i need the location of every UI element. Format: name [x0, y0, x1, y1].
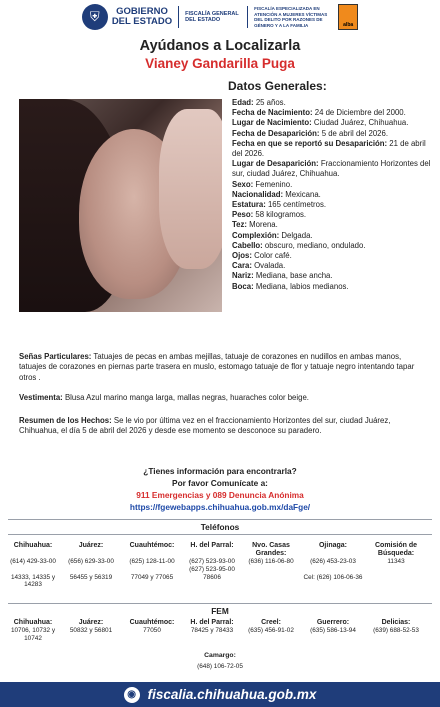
dato-label: Lugar de Nacimiento:: [232, 118, 312, 128]
dato-value: Ciudad Juárez, Chihuahua.: [311, 118, 409, 128]
dato-label: Ojos:: [232, 251, 252, 261]
table-cell: (625) 128-11-00: [129, 558, 175, 565]
divider: [8, 519, 432, 520]
table-header-cell: Cuauhtémoc:: [129, 619, 175, 626]
telefonos-table: [6, 542, 434, 589]
footer-url[interactable]: fiscalia.chihuahua.gob.mx: [147, 687, 317, 702]
table-header-cell: Chihuahua:: [13, 542, 53, 549]
info-contact: Por favor Comunícate a:: [172, 478, 268, 488]
gobierno-line2: DEL ESTADO: [111, 16, 173, 27]
table-header-cell: Juárez:: [78, 542, 104, 549]
table-cell: 50832 y 56801: [69, 627, 113, 634]
table-cell: 14333, 14335 y 14283: [10, 573, 56, 589]
dato-item: [232, 118, 432, 128]
dato-value: Fraccionamiento Horizontes del sur, ciudad Juárez, Chihuahua.: [232, 159, 431, 179]
table-cell: (627) 523-93-00 (627) 523-95-00: [189, 558, 235, 573]
dato-value: Mediana, labios medianos.: [253, 281, 349, 291]
dato-label: Lugar de Desaparición:: [232, 159, 319, 169]
fiscalia-label: FISCALÍA GENERAL DEL ESTADO: [185, 10, 239, 23]
dato-label: Complexión:: [232, 230, 280, 240]
datos-list: [232, 98, 432, 292]
table-header-cell: Juárez:: [78, 619, 104, 626]
dato-label: Cara:: [232, 261, 252, 271]
header-divider: [178, 6, 179, 28]
dato-item: [232, 231, 432, 241]
divider: [8, 534, 432, 535]
dato-value: 58 kilogramos.: [253, 210, 307, 220]
divider: [8, 603, 432, 604]
header-divider: [247, 6, 248, 28]
dato-item: [232, 98, 432, 108]
dato-value: 21 de abril del 2026.: [232, 138, 426, 159]
table-cell: 78425 y 78433: [190, 627, 234, 634]
alba-label: alba: [343, 22, 354, 28]
table-cell: 11343: [387, 558, 405, 565]
vestimenta: Vestimenta: Blusa Azul marino manga larga, mallas negras, huaraches color beige.: [19, 393, 309, 402]
dato-item: [232, 251, 432, 261]
table-cell: (656) 629-33-00: [68, 558, 114, 565]
emergency-numbers: 911 Emergencias y 089 Denuncia Anónima: [136, 490, 304, 500]
dato-item: [232, 282, 432, 292]
table-header-cell: Creel:: [261, 619, 281, 626]
dato-label: Fecha de Desaparición:: [232, 128, 320, 138]
header: [0, 0, 440, 34]
dato-item: [232, 159, 432, 179]
table-header-cell: H. del Parral:: [190, 542, 234, 549]
dato-label: Sexo:: [232, 179, 254, 189]
dato-label: Nacionalidad:: [232, 189, 284, 199]
dato-item: [232, 220, 432, 230]
dato-label: Nariz:: [232, 271, 254, 281]
dato-value: Mexicana.: [283, 189, 321, 199]
table-header-cell: Guerrero:: [316, 619, 350, 626]
fem-title: FEM: [211, 606, 229, 616]
dato-value: Morena.: [247, 220, 278, 230]
gobierno-line1: GOBIERNO: [116, 6, 168, 17]
info-question: ¿Tienes información para encontrarla?: [143, 466, 297, 476]
table-cell: (614) 429-33-00: [10, 558, 56, 565]
dato-label: Fecha en que se reportó su Desaparición:: [232, 138, 388, 148]
table-cell: [242, 574, 300, 590]
dato-item: [232, 261, 432, 271]
dato-item: [232, 271, 432, 281]
dato-label: Boca:: [232, 281, 254, 291]
state-shield-icon: ⛨: [82, 4, 108, 30]
resumen-hechos: Resumen de los Hechos: Se le vio por última vez en el fraccionamiento Horizontes del sur, ciudad Juárez, Chihuahua, el día 5 de abril del 2026 y desde ese momento se desconoce su paradero.: [19, 416, 391, 436]
table-cell: (626) 453-23-03: [310, 558, 356, 565]
senas-particulares: Señas Particulares: Tatuajes de pecas en ambas mejillas, tatuaje de corazones en nudillos en ambas manos, tatuajes de corazones en piernas parte trasera en muslo, estomago tatuaje de flor y tatuaje negro intentando tapar otros .: [19, 352, 415, 382]
dato-value: Mediana, base ancha.: [253, 271, 333, 281]
dato-label: Peso:: [232, 210, 254, 220]
table-cell: 77050: [143, 627, 161, 634]
dato-value: 24 de Diciembre del 2000.: [312, 108, 406, 118]
table-header-cell: Cuauhtémoc:: [129, 542, 175, 549]
dato-value: 5 de abril del 2026.: [319, 128, 389, 138]
dato-item: [232, 180, 432, 190]
table-cell: Cel: (626) 106-06-36: [303, 573, 363, 581]
table-header-cell: H. del Parral:: [190, 619, 234, 626]
dato-label: Edad:: [232, 98, 254, 107]
dato-value: 25 años.: [253, 98, 286, 107]
dato-value: Delgada.: [279, 230, 313, 240]
table-header-cell: Chihuahua:: [13, 619, 53, 626]
dato-value: Color café.: [251, 251, 292, 261]
page-title: Ayúdanos a Localizarla: [139, 38, 301, 54]
table-header-cell: Ojinaga:: [318, 542, 347, 549]
dato-item: [232, 241, 432, 251]
dato-label: Fecha de Nacimiento:: [232, 108, 313, 118]
dato-item: [232, 190, 432, 200]
table-cell: (635) 456-91-02: [248, 627, 294, 634]
dato-item: [232, 200, 432, 210]
dato-value: Ovalada.: [251, 261, 286, 271]
fem-label: FISCALÍA ESPECIALIZADA EN ATENCIÓN A MUJERES VÍCTIMAS DEL DELITO POR RAZONES DE GÉNERO Y A LA FAMILIA: [254, 6, 328, 28]
dato-label: Cabello:: [232, 240, 263, 250]
globe-icon: ◉: [124, 687, 140, 703]
person-photo: [19, 99, 222, 312]
dato-label: Estatura:: [232, 200, 266, 210]
table-cell: (639) 688-52-53: [373, 627, 419, 634]
gobierno-logo: [82, 4, 172, 30]
alba-logo: [338, 4, 358, 30]
telefonos-title: Teléfonos: [200, 522, 240, 532]
dato-value: 165 centímetros.: [265, 200, 327, 210]
dato-item: [232, 210, 432, 220]
footer-bar: [0, 682, 440, 707]
camargo-label: Camargo:: [204, 652, 236, 659]
dato-item: [232, 108, 432, 118]
table-cell: (636) 116-06-80: [248, 558, 294, 565]
dato-label: Tez:: [232, 220, 248, 230]
dato-value: obscuro, mediano, ondulado.: [262, 240, 366, 250]
person-name: Vianey Gandarilla Puga: [145, 56, 295, 71]
table-header-cell: Delicias:: [381, 619, 411, 626]
table-header-cell: Comisión de Búsqueda:: [374, 542, 417, 557]
table-cell: 77049 y 77065: [130, 573, 174, 581]
dato-value: Femenino.: [253, 179, 293, 189]
table-cell: 78606: [203, 573, 221, 581]
table-header-cell: Nvo. Casas Grandes:: [252, 542, 290, 557]
datos-title: Datos Generales:: [228, 79, 327, 93]
table-cell: [366, 574, 426, 590]
fem-table: [6, 619, 434, 643]
table-cell: (635) 586-13-94: [310, 627, 356, 634]
table-cell: 10706, 10732 y 10742: [10, 627, 56, 642]
dato-item: [232, 129, 432, 139]
report-link[interactable]: https://fgewebapps.chihuahua.gob.mx/daFge/: [129, 502, 311, 512]
dato-item: [232, 139, 432, 159]
table-cell: 56455 y 56319: [69, 573, 113, 581]
camargo-phone: (648) 106-72-05: [197, 663, 243, 670]
